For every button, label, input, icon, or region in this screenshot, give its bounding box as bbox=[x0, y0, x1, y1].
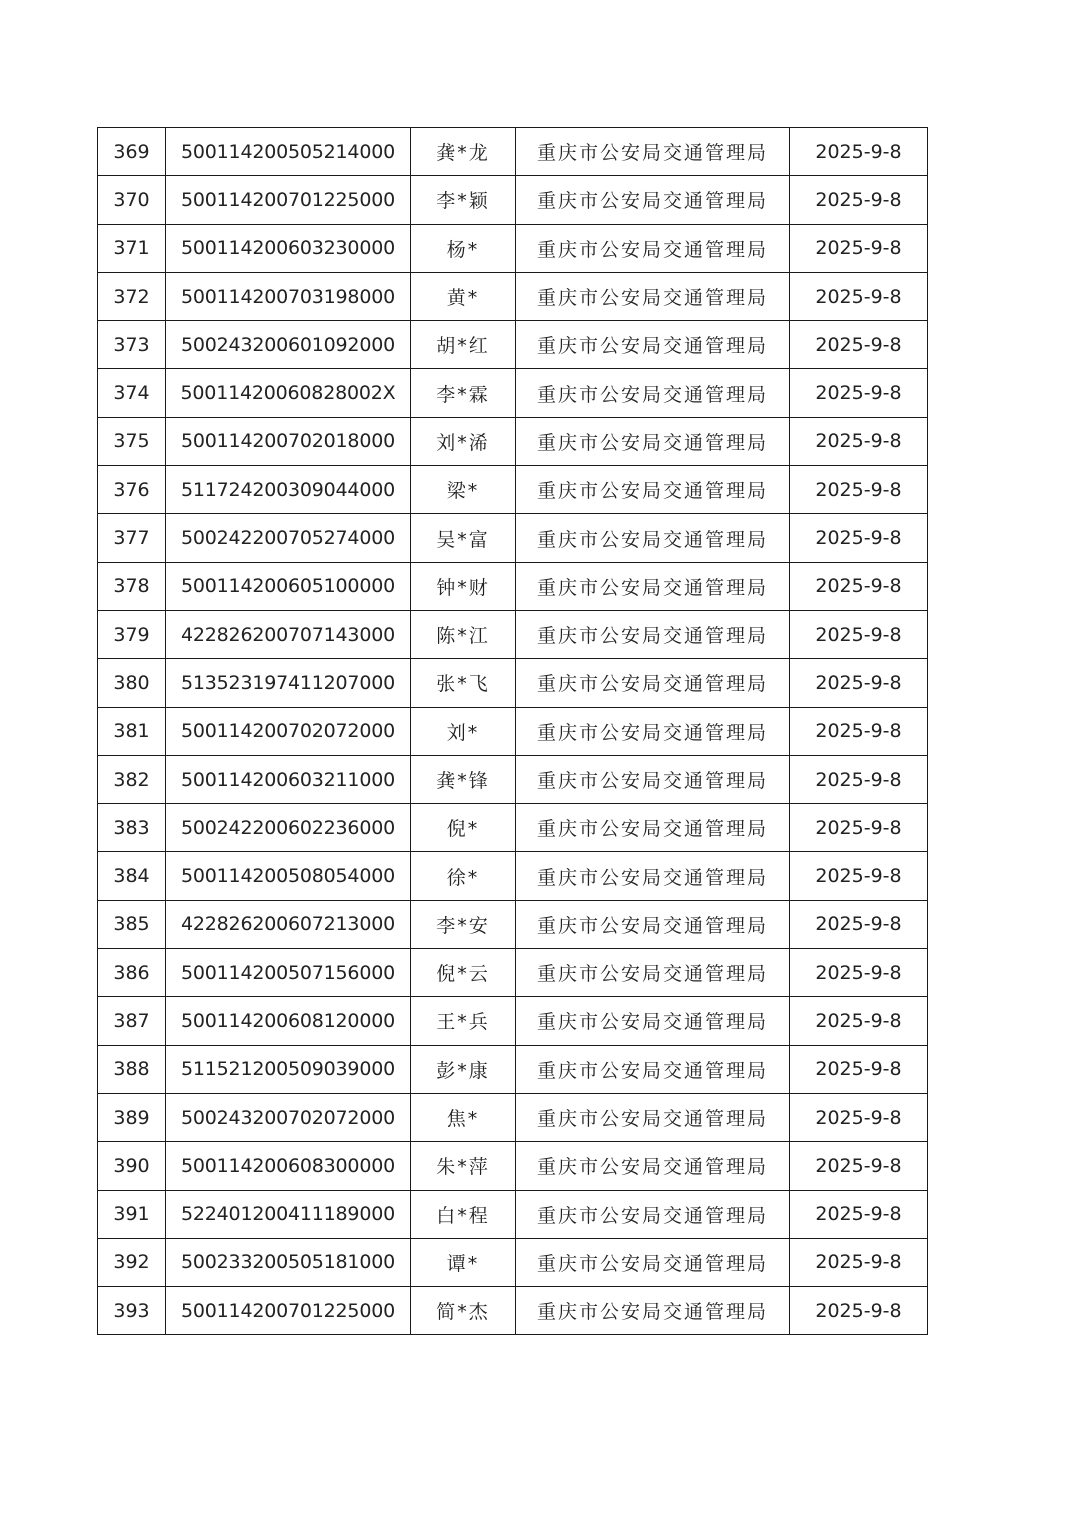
table-row bbox=[98, 949, 928, 997]
table-row bbox=[98, 417, 928, 465]
person-name-cell: 钟*财 bbox=[411, 562, 516, 610]
date-cell: 2025-9-8 bbox=[790, 321, 928, 369]
table-row bbox=[98, 562, 928, 610]
date-cell: 2025-9-8 bbox=[790, 272, 928, 320]
date-cell: 2025-9-8 bbox=[790, 1045, 928, 1093]
table-row bbox=[98, 659, 928, 707]
issuing-agency-cell: 重庆市公安局交通管理局 bbox=[516, 1045, 790, 1093]
person-name-cell: 吴*富 bbox=[411, 514, 516, 562]
table-row bbox=[98, 466, 928, 514]
row-number-cell: 374 bbox=[98, 369, 166, 417]
table-row bbox=[98, 1045, 928, 1093]
table-row bbox=[98, 610, 928, 658]
row-number-cell: 392 bbox=[98, 1238, 166, 1286]
date-cell: 2025-9-8 bbox=[790, 755, 928, 803]
row-number-cell: 383 bbox=[98, 804, 166, 852]
person-name-cell: 李*安 bbox=[411, 900, 516, 948]
issuing-agency-cell: 重庆市公安局交通管理局 bbox=[516, 852, 790, 900]
table-row bbox=[98, 1093, 928, 1141]
id-number-cell: 500114200507156000 bbox=[166, 949, 411, 997]
table-row bbox=[98, 1287, 928, 1335]
id-number-cell: 50011420060828002X bbox=[166, 369, 411, 417]
issuing-agency-cell: 重庆市公安局交通管理局 bbox=[516, 707, 790, 755]
date-cell: 2025-9-8 bbox=[790, 804, 928, 852]
issuing-agency-cell: 重庆市公安局交通管理局 bbox=[516, 1287, 790, 1335]
row-number-cell: 382 bbox=[98, 755, 166, 803]
person-name-cell: 龚*龙 bbox=[411, 128, 516, 176]
person-name-cell: 李*颖 bbox=[411, 176, 516, 224]
issuing-agency-cell: 重庆市公安局交通管理局 bbox=[516, 1093, 790, 1141]
issuing-agency-cell: 重庆市公安局交通管理局 bbox=[516, 562, 790, 610]
person-name-cell: 焦* bbox=[411, 1093, 516, 1141]
table-row bbox=[98, 707, 928, 755]
id-number-cell: 513523197411207000 bbox=[166, 659, 411, 707]
table-row bbox=[98, 369, 928, 417]
person-name-cell: 陈*江 bbox=[411, 610, 516, 658]
person-name-cell: 梁* bbox=[411, 466, 516, 514]
row-number-cell: 384 bbox=[98, 852, 166, 900]
row-number-cell: 370 bbox=[98, 176, 166, 224]
date-cell: 2025-9-8 bbox=[790, 900, 928, 948]
issuing-agency-cell: 重庆市公安局交通管理局 bbox=[516, 1142, 790, 1190]
person-name-cell: 徐* bbox=[411, 852, 516, 900]
row-number-cell: 386 bbox=[98, 949, 166, 997]
id-number-cell: 500114200508054000 bbox=[166, 852, 411, 900]
person-name-cell: 彭*康 bbox=[411, 1045, 516, 1093]
id-number-cell: 422826200607213000 bbox=[166, 900, 411, 948]
person-name-cell: 杨* bbox=[411, 224, 516, 272]
table-row bbox=[98, 514, 928, 562]
person-name-cell: 胡*红 bbox=[411, 321, 516, 369]
row-number-cell: 387 bbox=[98, 997, 166, 1045]
person-name-cell: 刘*浠 bbox=[411, 417, 516, 465]
person-name-cell: 谭* bbox=[411, 1238, 516, 1286]
row-number-cell: 369 bbox=[98, 128, 166, 176]
date-cell: 2025-9-8 bbox=[790, 466, 928, 514]
id-number-cell: 500114200608120000 bbox=[166, 997, 411, 1045]
row-number-cell: 375 bbox=[98, 417, 166, 465]
issuing-agency-cell: 重庆市公安局交通管理局 bbox=[516, 369, 790, 417]
id-number-cell: 500114200608300000 bbox=[166, 1142, 411, 1190]
date-cell: 2025-9-8 bbox=[790, 1238, 928, 1286]
table-row bbox=[98, 755, 928, 803]
table-row bbox=[98, 1190, 928, 1238]
person-name-cell: 简*杰 bbox=[411, 1287, 516, 1335]
person-name-cell: 李*霖 bbox=[411, 369, 516, 417]
table-row bbox=[98, 900, 928, 948]
issuing-agency-cell: 重庆市公安局交通管理局 bbox=[516, 659, 790, 707]
date-cell: 2025-9-8 bbox=[790, 1142, 928, 1190]
row-number-cell: 380 bbox=[98, 659, 166, 707]
row-number-cell: 391 bbox=[98, 1190, 166, 1238]
id-number-cell: 500233200505181000 bbox=[166, 1238, 411, 1286]
issuing-agency-cell: 重庆市公安局交通管理局 bbox=[516, 417, 790, 465]
issuing-agency-cell: 重庆市公安局交通管理局 bbox=[516, 321, 790, 369]
table-row bbox=[98, 176, 928, 224]
person-name-cell: 朱*萍 bbox=[411, 1142, 516, 1190]
table-row bbox=[98, 804, 928, 852]
id-number-cell: 500242200602236000 bbox=[166, 804, 411, 852]
person-name-cell: 白*程 bbox=[411, 1190, 516, 1238]
row-number-cell: 373 bbox=[98, 321, 166, 369]
person-name-cell: 龚*锋 bbox=[411, 755, 516, 803]
issuing-agency-cell: 重庆市公安局交通管理局 bbox=[516, 272, 790, 320]
issuing-agency-cell: 重庆市公安局交通管理局 bbox=[516, 224, 790, 272]
date-cell: 2025-9-8 bbox=[790, 1093, 928, 1141]
row-number-cell: 389 bbox=[98, 1093, 166, 1141]
date-cell: 2025-9-8 bbox=[790, 610, 928, 658]
row-number-cell: 393 bbox=[98, 1287, 166, 1335]
issuing-agency-cell: 重庆市公安局交通管理局 bbox=[516, 176, 790, 224]
table-row bbox=[98, 1142, 928, 1190]
id-number-cell: 500114200703198000 bbox=[166, 272, 411, 320]
row-number-cell: 372 bbox=[98, 272, 166, 320]
issuing-agency-cell: 重庆市公安局交通管理局 bbox=[516, 610, 790, 658]
id-number-cell: 511521200509039000 bbox=[166, 1045, 411, 1093]
issuing-agency-cell: 重庆市公安局交通管理局 bbox=[516, 755, 790, 803]
table-row bbox=[98, 272, 928, 320]
date-cell: 2025-9-8 bbox=[790, 949, 928, 997]
table-row bbox=[98, 321, 928, 369]
record-table bbox=[97, 127, 928, 1335]
row-number-cell: 385 bbox=[98, 900, 166, 948]
row-number-cell: 388 bbox=[98, 1045, 166, 1093]
person-name-cell: 王*兵 bbox=[411, 997, 516, 1045]
table-row bbox=[98, 1238, 928, 1286]
issuing-agency-cell: 重庆市公安局交通管理局 bbox=[516, 997, 790, 1045]
date-cell: 2025-9-8 bbox=[790, 514, 928, 562]
date-cell: 2025-9-8 bbox=[790, 562, 928, 610]
id-number-cell: 500114200603211000 bbox=[166, 755, 411, 803]
issuing-agency-cell: 重庆市公安局交通管理局 bbox=[516, 1238, 790, 1286]
id-number-cell: 422826200707143000 bbox=[166, 610, 411, 658]
row-number-cell: 377 bbox=[98, 514, 166, 562]
id-number-cell: 500114200701225000 bbox=[166, 1287, 411, 1335]
issuing-agency-cell: 重庆市公安局交通管理局 bbox=[516, 1190, 790, 1238]
issuing-agency-cell: 重庆市公安局交通管理局 bbox=[516, 128, 790, 176]
date-cell: 2025-9-8 bbox=[790, 224, 928, 272]
issuing-agency-cell: 重庆市公安局交通管理局 bbox=[516, 514, 790, 562]
person-name-cell: 张*飞 bbox=[411, 659, 516, 707]
table-row bbox=[98, 852, 928, 900]
record-table-body bbox=[98, 128, 928, 1335]
date-cell: 2025-9-8 bbox=[790, 369, 928, 417]
table-row bbox=[98, 224, 928, 272]
table-row bbox=[98, 128, 928, 176]
id-number-cell: 500242200705274000 bbox=[166, 514, 411, 562]
row-number-cell: 379 bbox=[98, 610, 166, 658]
row-number-cell: 378 bbox=[98, 562, 166, 610]
id-number-cell: 500114200702072000 bbox=[166, 707, 411, 755]
date-cell: 2025-9-8 bbox=[790, 707, 928, 755]
date-cell: 2025-9-8 bbox=[790, 176, 928, 224]
id-number-cell: 500114200605100000 bbox=[166, 562, 411, 610]
date-cell: 2025-9-8 bbox=[790, 417, 928, 465]
person-name-cell: 黄* bbox=[411, 272, 516, 320]
person-name-cell: 刘* bbox=[411, 707, 516, 755]
issuing-agency-cell: 重庆市公安局交通管理局 bbox=[516, 900, 790, 948]
date-cell: 2025-9-8 bbox=[790, 659, 928, 707]
table-row bbox=[98, 997, 928, 1045]
issuing-agency-cell: 重庆市公安局交通管理局 bbox=[516, 804, 790, 852]
person-name-cell: 倪* bbox=[411, 804, 516, 852]
row-number-cell: 376 bbox=[98, 466, 166, 514]
id-number-cell: 500114200701225000 bbox=[166, 176, 411, 224]
id-number-cell: 500114200505214000 bbox=[166, 128, 411, 176]
id-number-cell: 500114200603230000 bbox=[166, 224, 411, 272]
date-cell: 2025-9-8 bbox=[790, 852, 928, 900]
id-number-cell: 511724200309044000 bbox=[166, 466, 411, 514]
id-number-cell: 522401200411189000 bbox=[166, 1190, 411, 1238]
row-number-cell: 381 bbox=[98, 707, 166, 755]
id-number-cell: 500114200702018000 bbox=[166, 417, 411, 465]
date-cell: 2025-9-8 bbox=[790, 997, 928, 1045]
person-name-cell: 倪*云 bbox=[411, 949, 516, 997]
row-number-cell: 390 bbox=[98, 1142, 166, 1190]
date-cell: 2025-9-8 bbox=[790, 1287, 928, 1335]
row-number-cell: 371 bbox=[98, 224, 166, 272]
id-number-cell: 500243200702072000 bbox=[166, 1093, 411, 1141]
issuing-agency-cell: 重庆市公安局交通管理局 bbox=[516, 466, 790, 514]
issuing-agency-cell: 重庆市公安局交通管理局 bbox=[516, 949, 790, 997]
date-cell: 2025-9-8 bbox=[790, 1190, 928, 1238]
date-cell: 2025-9-8 bbox=[790, 128, 928, 176]
id-number-cell: 500243200601092000 bbox=[166, 321, 411, 369]
